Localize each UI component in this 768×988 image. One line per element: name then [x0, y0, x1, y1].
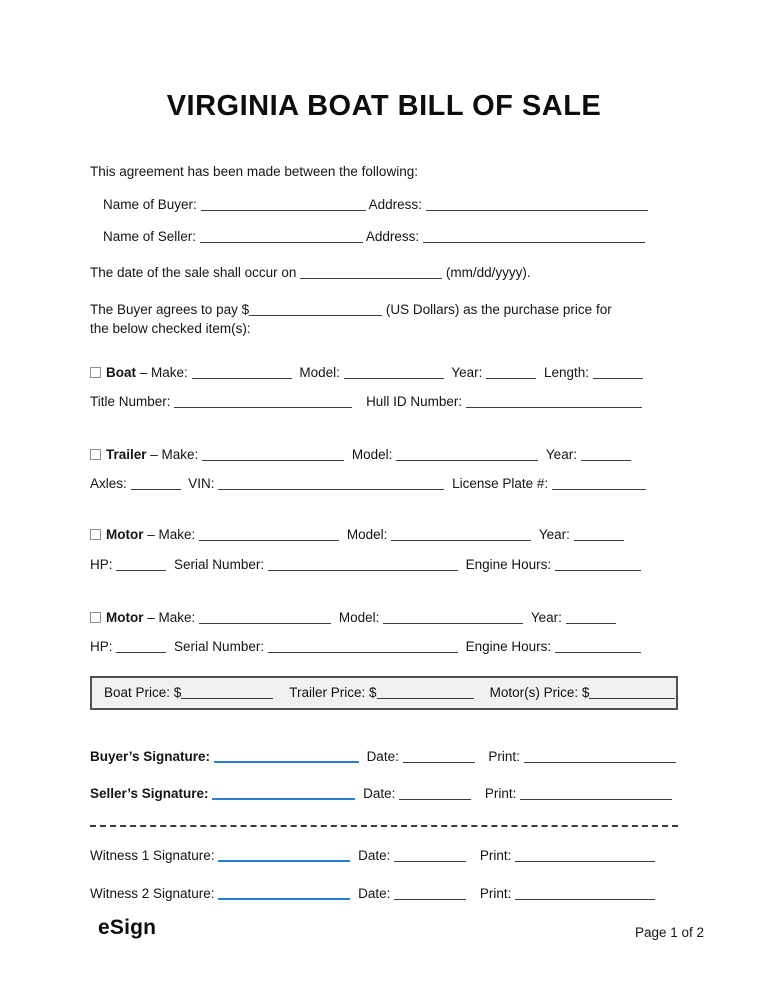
boat-hull-id-label: Hull ID Number:: [366, 394, 463, 409]
motor1-model-label: Model:: [346, 527, 388, 542]
seller-name-label: Name of Seller:: [103, 229, 197, 244]
motor2-detail-row: [90, 638, 678, 656]
motors-price-label: Motor(s) Price: $: [489, 685, 590, 700]
buyer-address-field[interactable]: [426, 199, 648, 211]
pay-prefix: The Buyer agrees to pay $: [90, 302, 250, 317]
buyer-address-label: Address:: [368, 197, 422, 212]
motor2-hp-field[interactable]: [116, 641, 166, 653]
trailer-label: Trailer: [106, 447, 147, 462]
witness2-signature-field[interactable]: [218, 888, 350, 900]
motor1-year-field[interactable]: [574, 529, 624, 541]
witness2-signature-print-field[interactable]: [515, 888, 655, 900]
trailer-year-label: Year:: [545, 447, 577, 462]
motor2-year-label: Year:: [530, 610, 562, 625]
pay-suffix: (US Dollars) as the purchase price for: [385, 302, 612, 317]
motor1-hp-field[interactable]: [116, 559, 166, 571]
motor1-row: [90, 526, 678, 544]
boat-title-row: [90, 393, 678, 411]
motor1-checkbox[interactable]: [90, 529, 101, 540]
witness1-signature-print-field[interactable]: [515, 850, 655, 862]
boat-hull-id-field[interactable]: [466, 396, 642, 408]
witness2-print-label: Print:: [479, 886, 512, 901]
trailer-vin-field[interactable]: [218, 478, 444, 490]
seller-signature-print-field[interactable]: [520, 788, 672, 800]
motor1-model-field[interactable]: [391, 529, 531, 541]
trailer-detail-row: [90, 475, 678, 493]
seller-date-label: Date:: [363, 786, 396, 801]
motor1-engine-hours-field[interactable]: [555, 559, 641, 571]
motors-price-field[interactable]: [589, 687, 675, 699]
price-summary-box: [90, 676, 678, 710]
buyer-name-field[interactable]: [201, 199, 366, 211]
seller-print-label: Print:: [484, 786, 517, 801]
motor2-serial-label: Serial Number:: [174, 639, 265, 654]
boat-model-field[interactable]: [344, 367, 444, 379]
boat-price-label: Boat Price: $: [104, 685, 182, 700]
page-footer: [98, 916, 704, 940]
motor2-engine-hours-field[interactable]: [555, 641, 641, 653]
buyer-name-row: [90, 196, 678, 214]
trailer-make-label: – Make:: [150, 447, 199, 462]
motor2-make-label: – Make:: [147, 610, 196, 625]
trailer-model-field[interactable]: [396, 449, 538, 461]
boat-make-label: – Make:: [139, 365, 188, 380]
trailer-axles-field[interactable]: [131, 478, 181, 490]
motor2-year-field[interactable]: [566, 612, 616, 624]
motor2-model-field[interactable]: [383, 612, 523, 624]
motor2-checkbox[interactable]: [90, 612, 101, 623]
witness1-date-label: Date:: [358, 848, 391, 863]
buyer-signature-field[interactable]: [214, 751, 359, 763]
motor2-hp-label: HP:: [90, 639, 113, 654]
motor2-model-label: Model:: [338, 610, 380, 625]
page-number: Page 1 of 2: [634, 925, 704, 940]
seller-signature-field[interactable]: [212, 788, 355, 800]
motor1-label: Motor: [106, 527, 144, 542]
trailer-license-plate-field[interactable]: [552, 478, 646, 490]
witness2-signature-date-field[interactable]: [394, 888, 466, 900]
seller-signature-row: [90, 785, 678, 803]
page-title: VIRGINIA BOAT BILL OF SALE: [166, 90, 602, 122]
motor1-make-field[interactable]: [199, 529, 339, 541]
boat-length-field[interactable]: [593, 367, 643, 379]
trailer-row: [90, 446, 678, 464]
boat-make-field[interactable]: [192, 367, 292, 379]
seller-name-row: [90, 228, 678, 246]
witness1-signature-field[interactable]: [218, 850, 350, 862]
buyer-date-label: Date:: [366, 749, 399, 764]
purchase-price-paragraph: [90, 300, 678, 338]
witness2-date-label: Date:: [358, 886, 391, 901]
trailer-price-field[interactable]: [377, 687, 474, 699]
boat-label: Boat: [106, 365, 136, 380]
motor2-row: [90, 609, 678, 627]
motor2-engine-hours-label: Engine Hours:: [465, 639, 552, 654]
boat-row: [90, 364, 678, 382]
trailer-checkbox[interactable]: [90, 449, 101, 460]
buyer-print-label: Print:: [488, 749, 520, 764]
pay-line2: the below checked item(s):: [90, 321, 251, 336]
motor1-engine-hours-label: Engine Hours:: [465, 557, 552, 572]
agreement-intro: This agreement has been made between the following:: [90, 164, 418, 179]
motor1-serial-label: Serial Number:: [174, 557, 265, 572]
motor1-make-label: – Make:: [147, 527, 196, 542]
boat-year-label: Year:: [451, 365, 483, 380]
motor1-year-label: Year:: [538, 527, 570, 542]
trailer-model-label: Model:: [351, 447, 393, 462]
buyer-signature-date-field[interactable]: [403, 751, 475, 763]
boat-checkbox[interactable]: [90, 367, 101, 378]
boat-model-label: Model:: [299, 365, 340, 380]
witness1-signature-label: Witness 1 Signature:: [90, 848, 215, 863]
motor1-hp-label: HP:: [90, 557, 113, 572]
purchase-price-field[interactable]: [249, 304, 382, 316]
trailer-price-label: Trailer Price: $: [289, 685, 377, 700]
seller-address-label: Address:: [365, 229, 420, 244]
seller-name-field[interactable]: [200, 231, 363, 243]
seller-address-field[interactable]: [423, 231, 645, 243]
witness1-signature-row: [90, 847, 678, 865]
witness1-print-label: Print:: [479, 848, 512, 863]
sale-date-format: (mm/dd/yyyy).: [445, 265, 531, 280]
motor1-detail-row: [90, 556, 678, 574]
motor2-make-field[interactable]: [199, 612, 331, 624]
dashed-divider: [90, 825, 678, 827]
sale-date-prefix: The date of the sale shall occur on: [90, 265, 297, 280]
boat-price-field[interactable]: [181, 687, 273, 699]
trailer-vin-label: VIN:: [188, 476, 215, 491]
sale-date-row: [90, 264, 678, 282]
motor2-serial-number-field[interactable]: [268, 641, 458, 653]
buyer-name-label: Name of Buyer:: [103, 197, 197, 212]
motor1-serial-number-field[interactable]: [268, 559, 458, 571]
trailer-license-plate-label: License Plate #:: [452, 476, 549, 491]
witness2-signature-row: [90, 885, 678, 903]
seller-signature-label: Seller’s Signature:: [90, 786, 209, 801]
boat-year-field[interactable]: [486, 367, 536, 379]
esign-logo: eSign: [98, 916, 157, 939]
boat-length-label: Length:: [543, 365, 589, 380]
boat-title-number-label: Title Number:: [90, 394, 171, 409]
boat-title-number-field[interactable]: [174, 396, 352, 408]
motor2-label: Motor: [106, 610, 144, 625]
witness2-signature-label: Witness 2 Signature:: [90, 886, 215, 901]
trailer-make-field[interactable]: [202, 449, 344, 461]
sale-date-field[interactable]: [300, 267, 442, 279]
trailer-year-field[interactable]: [581, 449, 631, 461]
trailer-axles-label: Axles:: [90, 476, 127, 491]
buyer-signature-label: Buyer’s Signature:: [90, 749, 211, 764]
seller-signature-date-field[interactable]: [399, 788, 471, 800]
buyer-signature-row: [90, 748, 678, 766]
buyer-signature-print-field[interactable]: [524, 751, 676, 763]
witness1-signature-date-field[interactable]: [394, 850, 466, 862]
